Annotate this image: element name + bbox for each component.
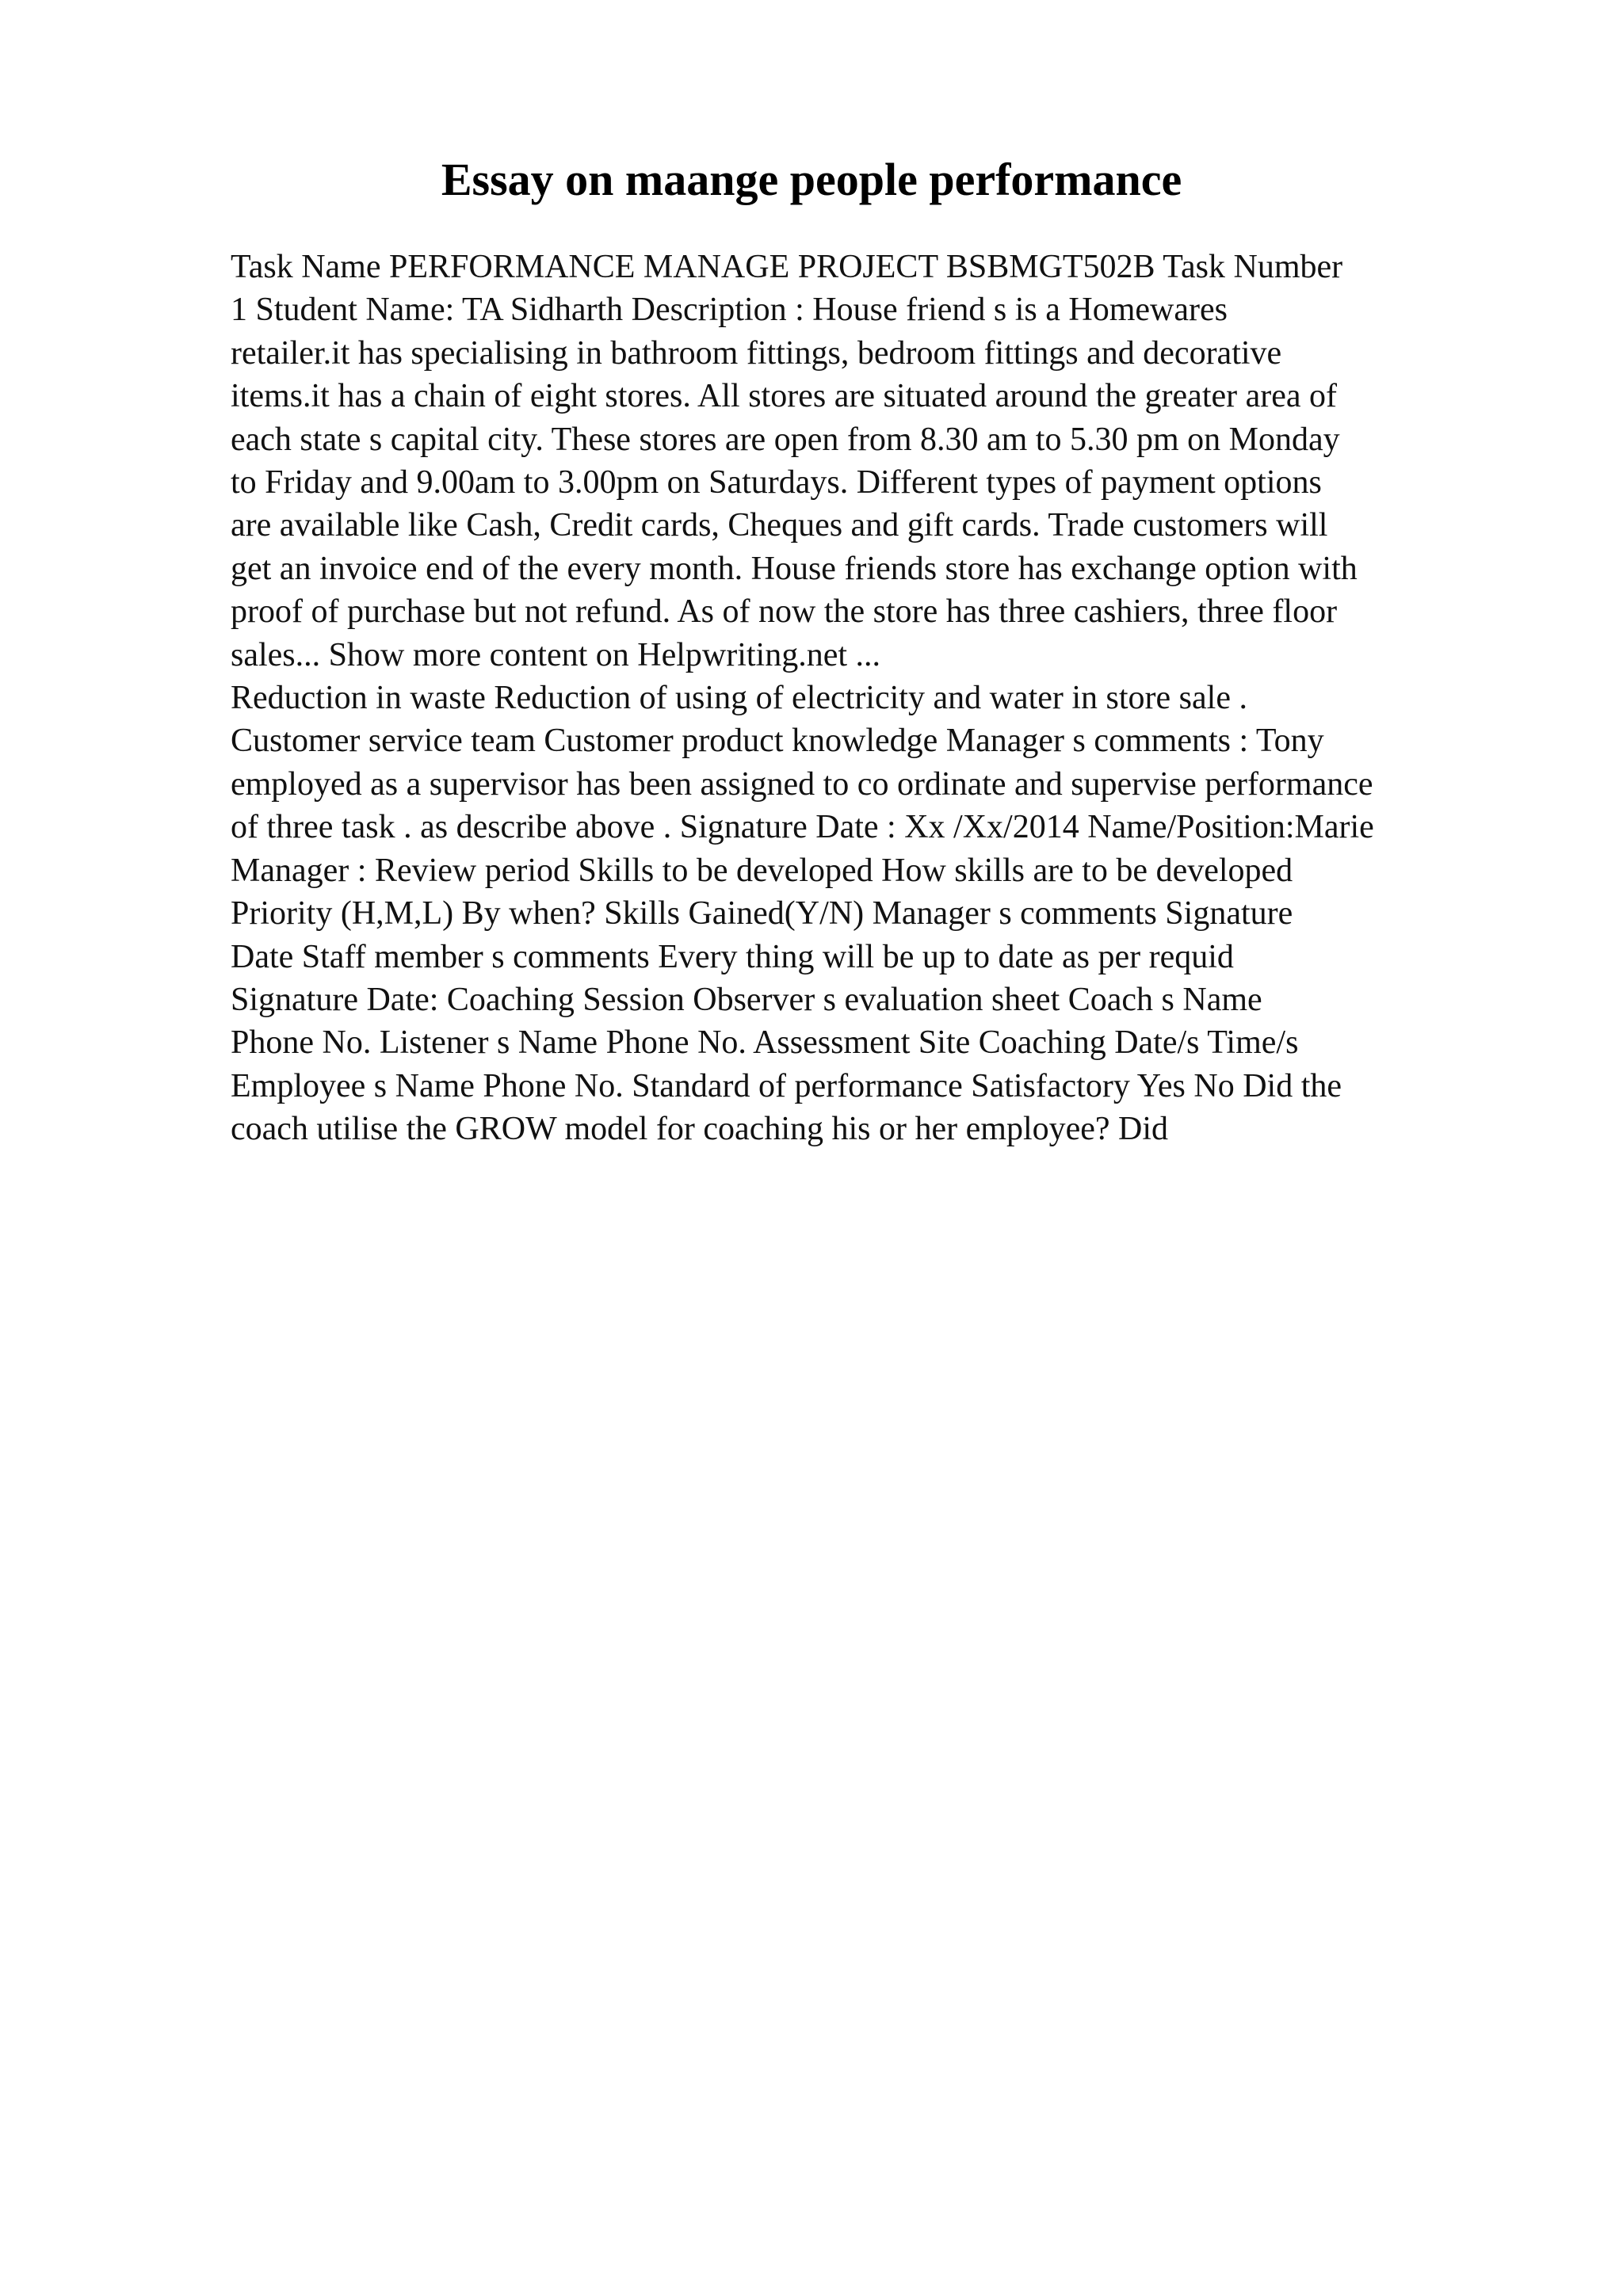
body-line: retailer.it has specialising in bathroom fittings, bedroom fittings and decorative	[231, 334, 1282, 372]
body-line: Reduction in waste Reduction of using of electricity and water in store sale .	[231, 680, 1247, 717]
body-line: get an invoice end of the every month. House friends store has exchange option with	[231, 550, 1358, 587]
document-body	[231, 246, 1514, 1151]
body-line: coach utilise the GROW model for coaching his or her employee? Did	[231, 1111, 1169, 1148]
body-line: Phone No. Listener s Name Phone No. Assessment Site Coaching Date/s Time/s	[231, 1024, 1299, 1062]
body-line: Priority (H,M,L) By when? Skills Gained(Y/N) Manager s comments Signature	[231, 895, 1293, 933]
body-line: 1 Student Name: TA Sidharth Description : House friend s is a Homewares	[231, 292, 1228, 329]
body-line: Manager : Review period Skills to be developed How skills are to be developed	[231, 852, 1293, 889]
body-line: of three task . as describe above . Signature Date : Xx /Xx/2014 Name/Position:Marie	[231, 809, 1374, 846]
body-line: each state s capital city. These stores are open from 8.30 am to 5.30 pm on Monday	[231, 421, 1340, 458]
body-line: employed as a supervisor has been assigned to co ordinate and supervise performance	[231, 765, 1373, 803]
document-title: Essay on maange people performance	[441, 154, 1182, 205]
body-line: Signature Date: Coaching Session Observer s evaluation sheet Coach s Name	[231, 981, 1262, 1018]
body-line: proof of purchase but not refund. As of now the store has three cashiers, three floor	[231, 593, 1338, 631]
body-line: Task Name PERFORMANCE MANAGE PROJECT BSBMGT502B Task Number	[231, 249, 1343, 285]
body-line: are available like Cash, Credit cards, Cheques and gift cards. Trade customers will	[231, 507, 1328, 544]
body-line: to Friday and 9.00am to 3.00pm on Saturdays. Different types of payment options	[231, 464, 1322, 502]
body-line: Customer service team Customer product knowledge Manager s comments : Tony	[231, 723, 1324, 760]
body-line: Employee s Name Phone No. Standard of performance Satisfactory Yes No Did the	[231, 1067, 1342, 1104]
body-line: items.it has a chain of eight stores. All stores are situated around the greater area of	[231, 378, 1338, 415]
body-line: sales... Show more content on Helpwriting.net ...	[231, 636, 881, 673]
body-line: Date Staff member s comments Every thing will be up to date as per requid	[231, 938, 1234, 975]
